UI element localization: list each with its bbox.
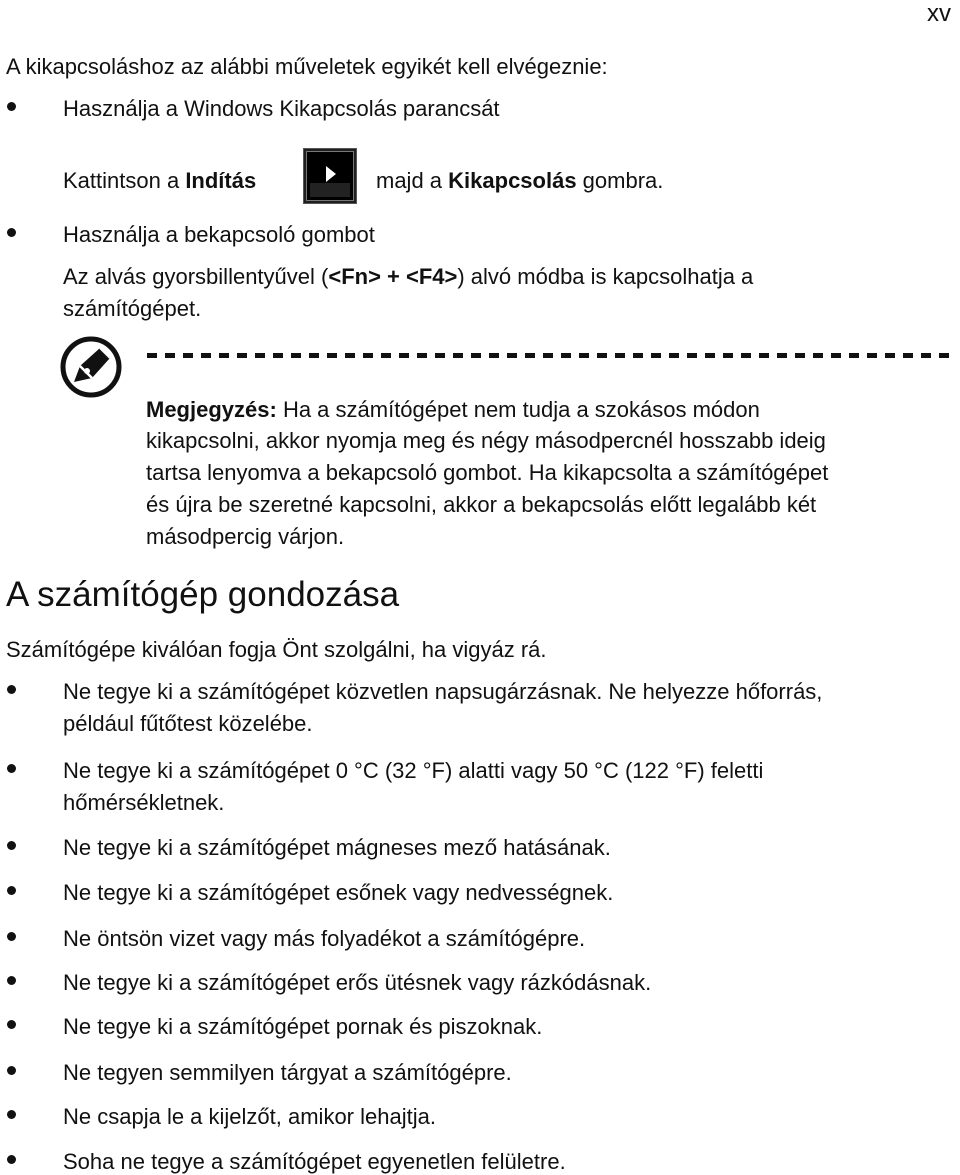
shutdown-option-windows: Használja a Windows Kikapcsolás parancsát [63, 96, 500, 121]
shutdown-intro: A kikapcsoláshoz az alábbi műveletek egyikét kell elvégeznie: [6, 54, 608, 79]
bullet [7, 841, 16, 850]
note-line-5: másodpercig várjon. [146, 524, 345, 549]
note-pen-icon [60, 336, 122, 398]
bullet [7, 102, 16, 111]
sleep-key: <Fn> + <F4> [328, 264, 458, 289]
start-button-image [303, 148, 357, 204]
button-shade [310, 183, 350, 197]
care-item: Ne csapja le a kijelzőt, amikor lehajtja. [63, 1104, 436, 1129]
care-item: Ne tegye ki a számítógépet közvetlen napsugárzásnak. Ne helyezze hőforrás, [63, 679, 823, 704]
note-line-1-text: Ha a számítógépet nem tudja a szokásos módon [276, 397, 760, 422]
click-middle: majd a [376, 168, 449, 193]
bullet [7, 976, 16, 985]
page-number: xv [927, 0, 951, 27]
bullet [7, 1155, 16, 1164]
click-start-text [63, 168, 256, 194]
click-shutdown-text [376, 168, 663, 194]
care-item-cont: például fűtőtest közelébe. [63, 711, 313, 736]
note-line-2: kikapcsolni, akkor nyomja meg és négy másodpercnél hosszabb ideig [146, 428, 826, 453]
bullet [7, 1020, 16, 1029]
care-item: Ne tegyen semmilyen tárgyat a számítógépre. [63, 1060, 512, 1085]
start-label: Indítás [185, 168, 257, 193]
care-item: Ne tegye ki a számítógépet mágneses mező hatásának. [63, 835, 611, 860]
care-item: Ne tegye ki a számítógépet 0 °C (32 °F) alatti vagy 50 °C (122 °F) feletti [63, 758, 764, 783]
sleep-line-2: számítógépet. [63, 296, 202, 321]
bullet [7, 764, 16, 773]
click-prefix: Kattintson a [63, 168, 186, 193]
bullet [7, 886, 16, 895]
note-line-4: és újra be szeretné kapcsolni, akkor a bekapcsolás előtt legalább két [146, 492, 817, 517]
click-suffix: gombra. [576, 168, 664, 193]
care-item: Ne tegye ki a számítógépet pornak és piszoknak. [63, 1014, 543, 1039]
bullet [7, 1110, 16, 1119]
sleep-pre: Az alvás gyorsbillentyűvel ( [63, 264, 329, 289]
care-item: Soha ne tegye a számítógépet egyenetlen felületre. [63, 1149, 566, 1174]
bullet [7, 932, 16, 941]
care-item: Ne tegye ki a számítógépet erős ütésnek vagy rázkódásnak. [63, 970, 652, 995]
sleep-line-1 [63, 264, 753, 290]
note-label: Megjegyzés: [146, 397, 277, 422]
bullet [7, 1066, 16, 1075]
care-item: Ne tegye ki a számítógépet esőnek vagy nedvességnek. [63, 880, 614, 905]
note-line-1 [146, 397, 760, 423]
shutdown-option-power: Használja a bekapcsoló gombot [63, 222, 375, 247]
note-divider [147, 353, 957, 358]
bullet [7, 685, 16, 694]
start-arrow-icon [326, 166, 336, 182]
shutdown-label: Kikapcsolás [448, 168, 577, 193]
care-item-cont: hőmérsékletnek. [63, 790, 225, 815]
bullet [7, 228, 16, 237]
care-item: Ne öntsön vizet vagy más folyadékot a számítógépre. [63, 926, 586, 951]
care-intro: Számítógépe kiválóan fogja Önt szolgálni, ha vigyáz rá. [6, 637, 547, 662]
sleep-post: ) alvó módba is kapcsolhatja a [457, 264, 754, 289]
section-heading: A számítógép gondozása [6, 575, 400, 614]
note-line-3: tartsa lenyomva a bekapcsoló gombot. Ha kikapcsolta a számítógépet [146, 460, 829, 485]
